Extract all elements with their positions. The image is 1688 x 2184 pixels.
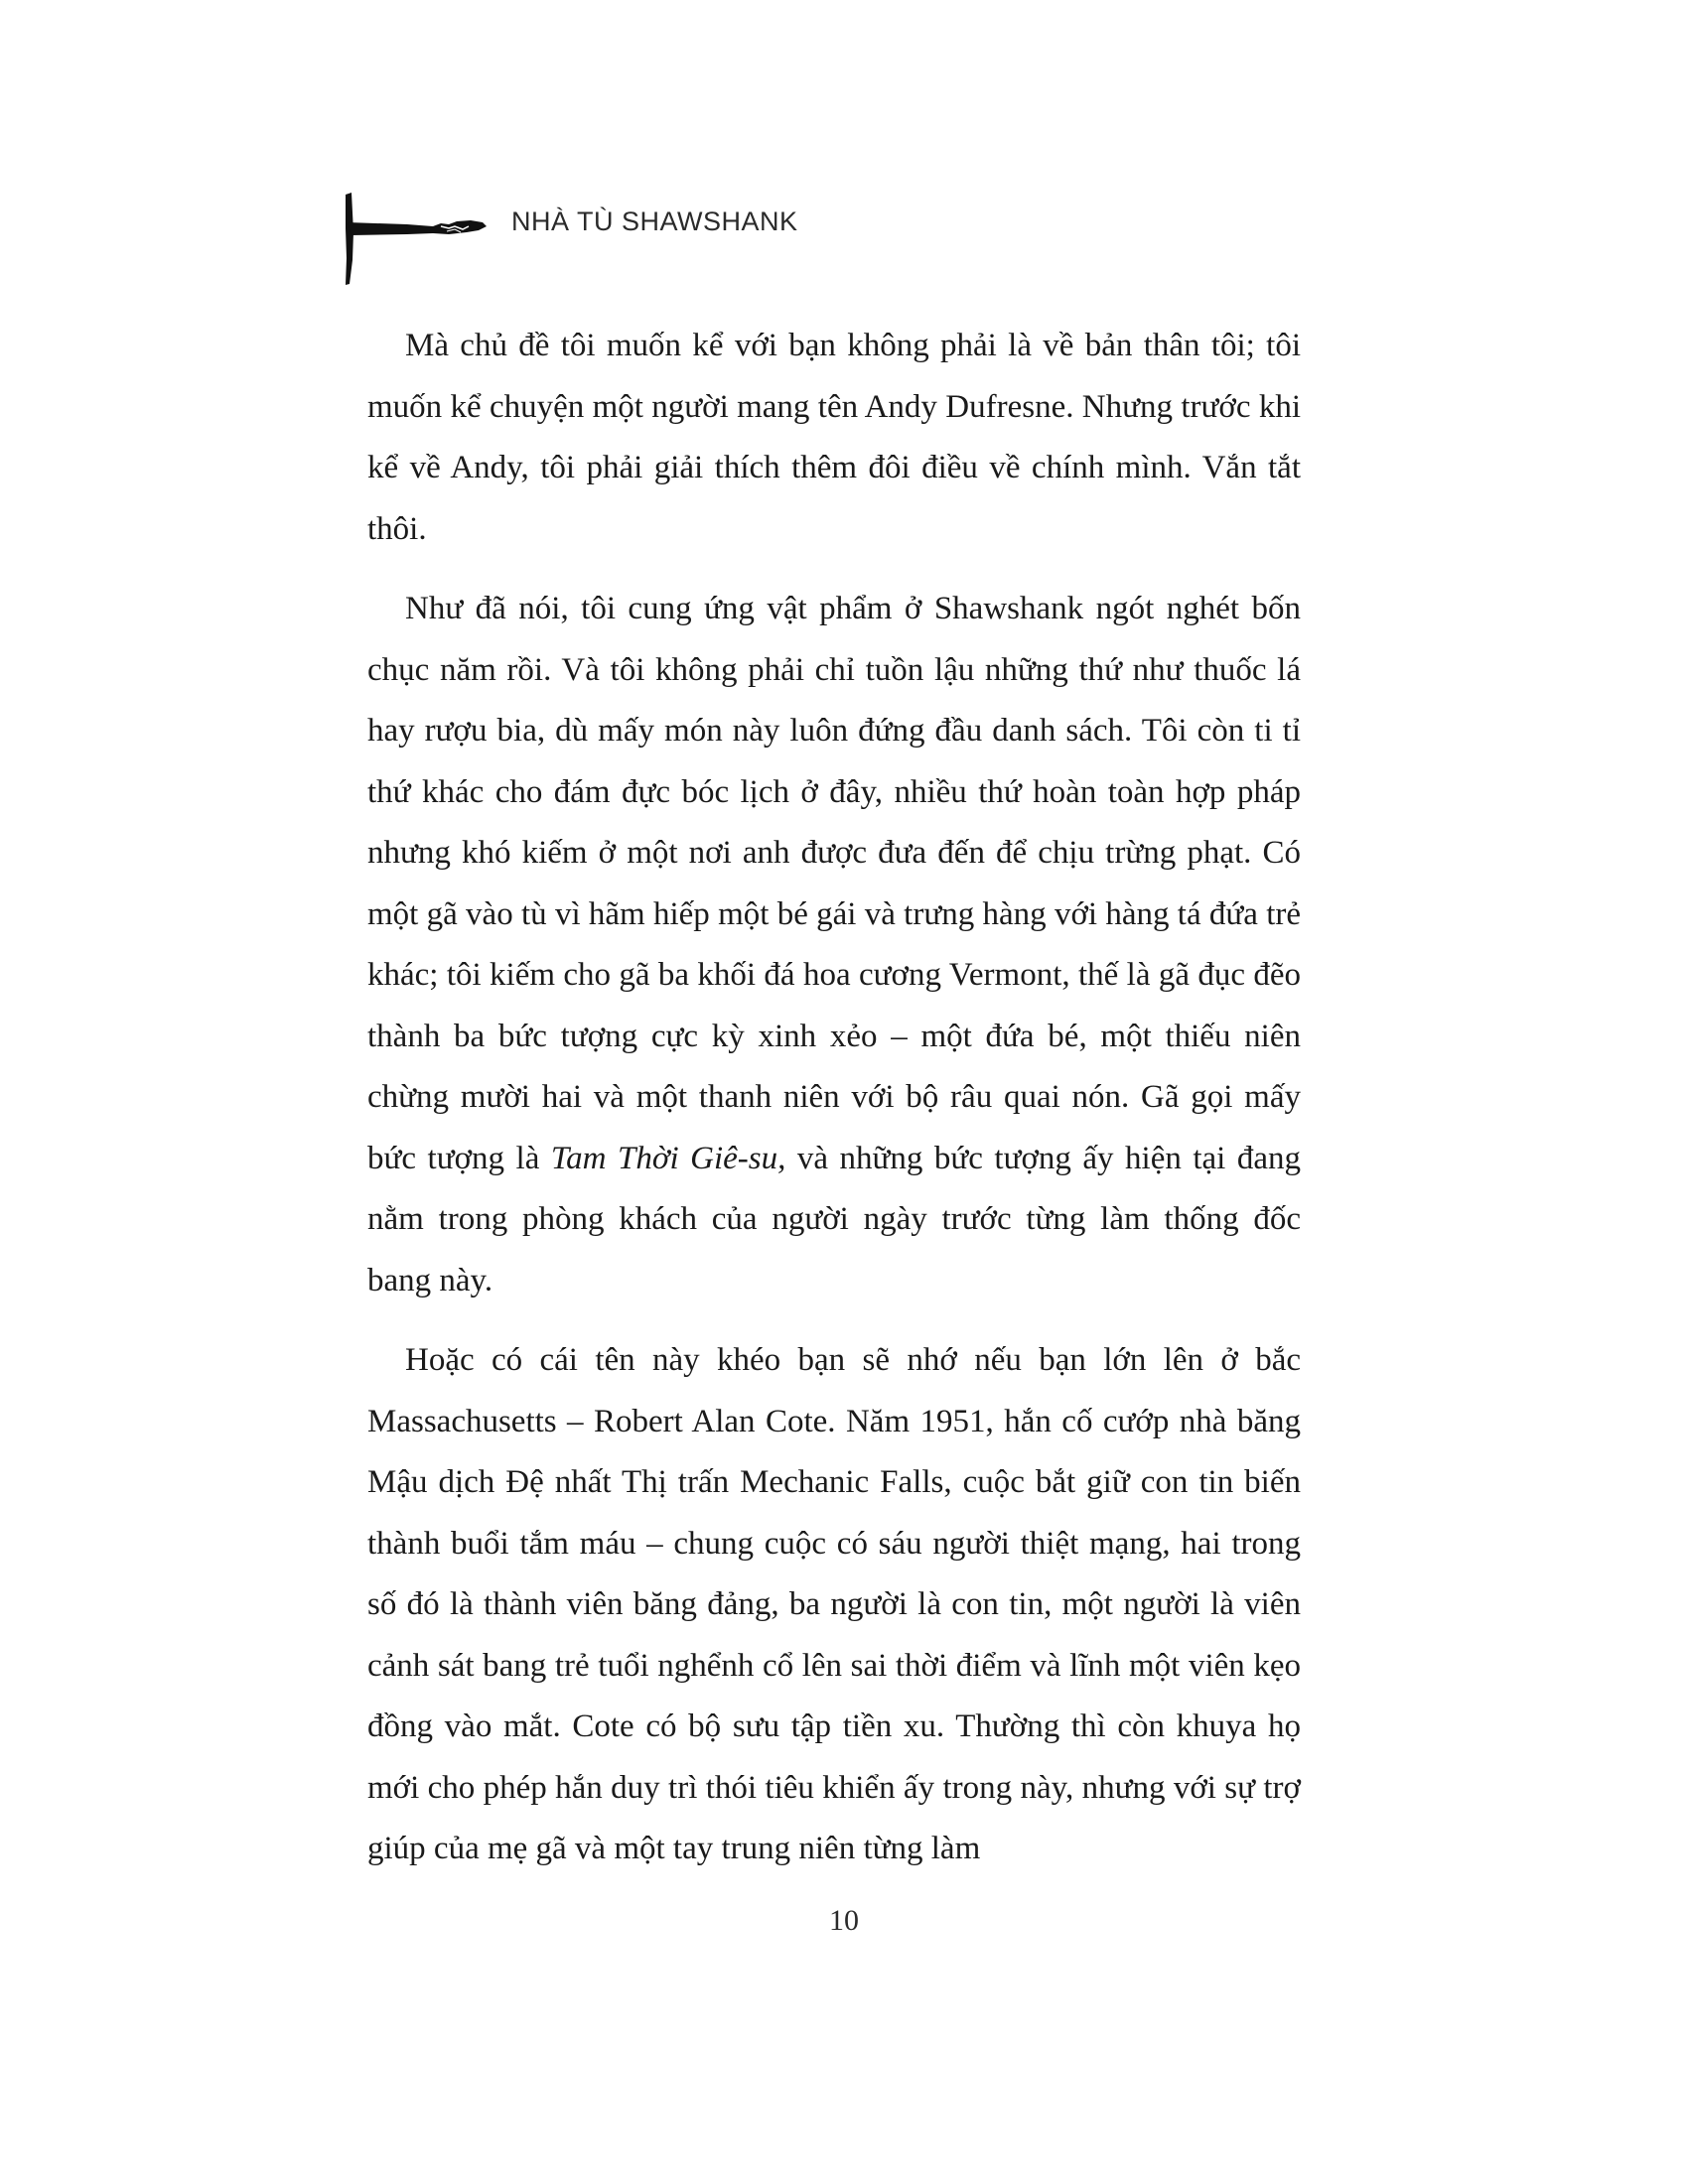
book-title-italic: Tam Thời Giê-su, (550, 1140, 786, 1176)
paragraph-2-part-1: Như đã nói, tôi cung ứng vật phẩm ở Shawshank ngót nghét bốn chục năm rồi. Và tôi không phải chỉ tuồn lậu những thứ như thuốc lá hay rượu bia, dù mấy món này luôn đứng đầu danh sách. Tôi còn ti tỉ thứ khác cho đám đực bóc lịch ở đây, nhiều thứ hoàn toàn hợp pháp nhưng khó kiếm ở một nơi anh được đưa đến để chịu trừng phạt. Có một gã vào tù vì hãm hiếp một bé gái và trưng hàng với hàng tá đứa trẻ khác; tôi kiếm cho gã ba khối đá hoa cương Vermont, thế là gã đục đẽo thành ba bức tượng cực kỳ xinh xẻo – một đứa bé, một thiếu niên chừng mười hai và một thanh niên với bộ râu quai nón. Gã gọi mấy bức tượng là (367, 591, 1301, 1176)
running-title: NHÀ TÙ SHAWSHANK (511, 206, 798, 236)
paragraph-2-part-2: và những bức tượng ấy hiện tại đang nằm trong phòng khách của người ngày trước từng làm thống đốc bang này. (367, 1140, 1301, 1298)
paragraph-2 (367, 579, 1301, 1311)
paragraph-3: Hoặc có cái tên này khéo bạn sẽ nhớ nếu bạn lớn lên ở bắc Massachusetts – Robert Alan Cote. Năm 1951, hắn cố cướp nhà băng Mậu dịch Đệ nhất Thị trấn Mechanic Falls, cuộc bắt giữ con tin biến thành buổi tắm máu – chung cuộc có sáu người thiệt mạng, hai trong số đó là thành viên băng đảng, ba người là con tin, một người là viên cảnh sát bang trẻ tuổi nghểnh cổ lên sai thời điểm và lĩnh một viên kẹo đồng vào mắt. Cote có bộ sưu tập tiền xu. Thường thì còn khuya họ mới cho phép hắn duy trì thói tiêu khiển ấy trong này, nhưng với sự trợ giúp của mẹ gã và một tay trung niên từng làm (367, 1342, 1301, 1866)
running-head (338, 179, 933, 298)
paragraph-1: Mà chủ đề tôi muốn kể với bạn không phải là về bản thân tôi; tôi muốn kể chuyện một người mang tên Andy Dufresne. Nhưng trước khi kể về Andy, tôi phải giải thích thêm đôi điều về chính mình. Vắn tắt thôi. (367, 328, 1301, 547)
body-text (367, 316, 1301, 1899)
page-number: 10 (829, 1904, 859, 1937)
hammer-icon (338, 189, 496, 288)
